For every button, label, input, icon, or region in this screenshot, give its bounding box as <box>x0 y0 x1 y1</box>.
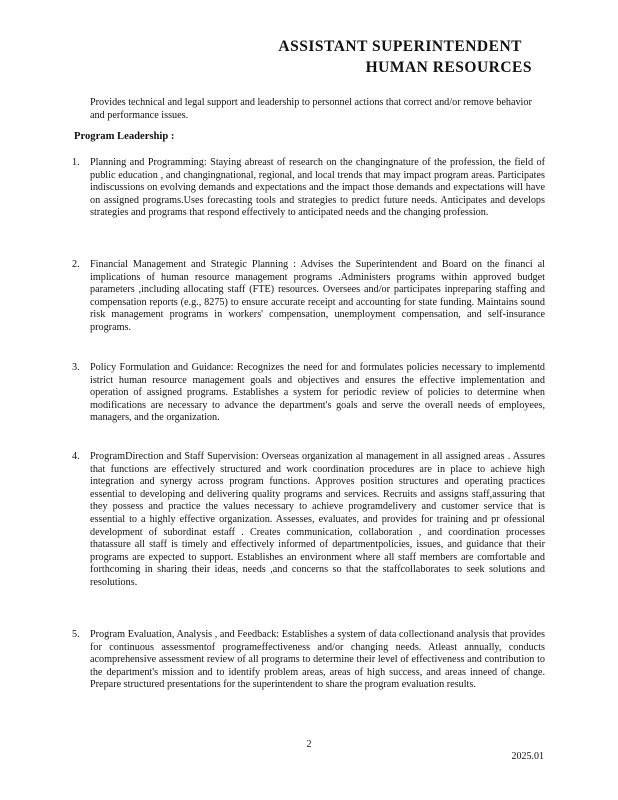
list-item-text: Program Evaluation, Analysis , and Feedback: Establishes a system of data collectionand analysis that provides for continuous assessmentof programeffectiveness and/or changing needs. Atleast annually, conducts acomprehensive assessment review of all programs to determine their level of effectiveness and contribution to the department's mission and to identify problem areas, areas of high success, and areas inneed of change. Prepare structured presentations for the superintendent to share the program evaluation results. <box>90 629 545 691</box>
list-item-number: 5. <box>72 629 80 640</box>
title-line-1: ASSISTANT SUPERINTENDENT <box>278 38 522 55</box>
list-item-text: Policy Formulation and Guidance: Recognizes the need for and formulates policies necessary to implementd istrict human resource management goals and objectives and ensures the effective implementation and operation of assigned programs. Establishes a system for periodic review of policies to determine when modifications are necessary to advance the department's goals and serve the overall needs of employees, managers, and the organization. <box>90 362 545 424</box>
section-heading: Program Leadership : <box>74 131 175 142</box>
date-code: 2025.01 <box>511 751 544 762</box>
list-item-text: Planning and Programming: Staying abreast of research on the changingnature of the profession, the field of public education , and changingnational, regional, and local trends that may impact program areas. Participates indiscussions on evolving demands and expectations and the impact those demands and expectations will have on assigned programs.Uses forecasting tools and strategies to predict future needs. Anticipates and develops strategies and programs that respond effectively to anticipated needs and the changing profession. <box>90 157 545 219</box>
list-item-number: 3. <box>72 362 80 373</box>
document-title <box>122 36 532 78</box>
page-number: 2 <box>306 739 312 750</box>
list-item-text: ProgramDirection and Staff Supervision: Overseas organization al management in all assigned areas . Assures that functions are effectively structured and work coordination procedures are in place to achieve high integration and synergy across program functions. Approves position structures and operating practices essential to developing and delivering quality programs and services. Recruits and assigns staff,assuring that they possess and practice the values necessary to achieve programdelivery and customer service that is essential to a highly effective organization. Assesses, evaluates, and provides for training and pr ofessional development of subordinat estaff . Creates communication, collaboration , and coordination processes thatassure all staff is timely and effectively informed of departmentpolicies, issues, and guidance that their programs are expected to support. Establishes an environment where all staff members are comfortable and forthcoming in sharing their ideas, needs ,and concerns so that the staffcollaborates to seek solutions and resolutions. <box>90 451 545 588</box>
intro-paragraph: Provides technical and legal support and leadership to personnel actions that correct and/or remove behavior and performance issues. <box>90 97 532 121</box>
list-item-number: 1. <box>72 157 80 168</box>
title-line-2: HUMAN RESOURCES <box>365 59 532 76</box>
list-item-number: 2. <box>72 259 80 270</box>
list-item-text: Financial Management and Strategic Planning : Advises the Superintendent and Board on the financi al implications of human resource management programs .Administers programs within approved budget parameters ,including allocating staff (FTE) resources. Oversees and/or participates inpreparing staffing and compensation reports (e.g., 8275) to ensure accurate receipt and accounting for state funding. Maintains sound risk management programs in workers' compensation, unemployment compensation, and self-insurance programs. <box>90 259 545 333</box>
list-item-number: 4. <box>72 451 80 462</box>
